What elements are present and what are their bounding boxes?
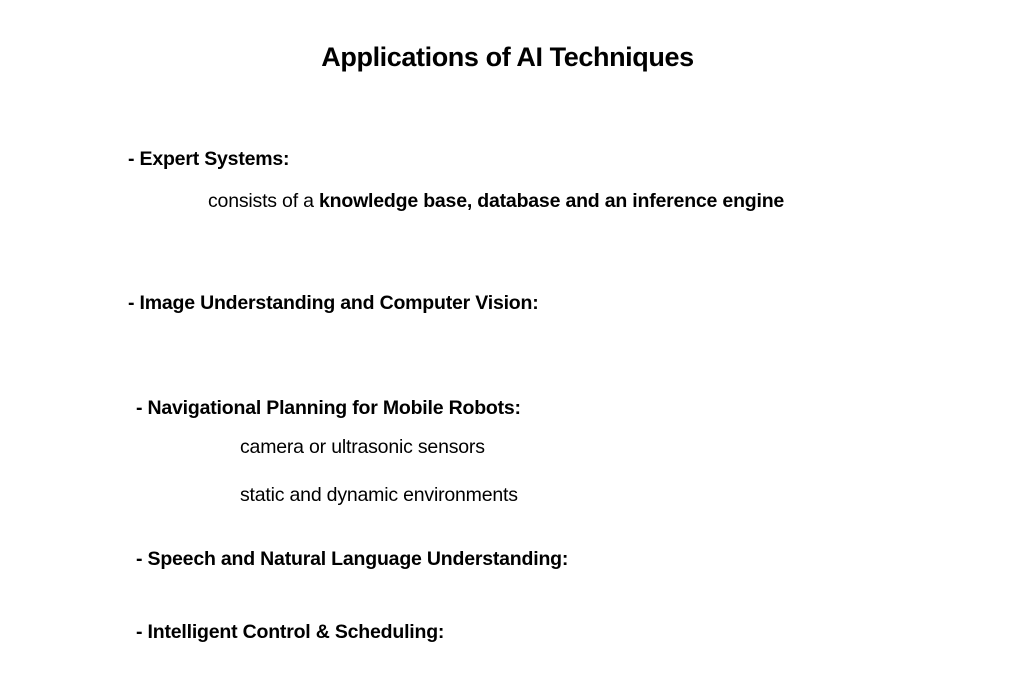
navigation-detail-sensors: camera or ultrasonic sensors (240, 436, 485, 458)
slide-title: Applications of AI Techniques (321, 42, 694, 72)
heading-navigational-planning: - Navigational Planning for Mobile Robots: (136, 397, 521, 419)
heading-speech-language: - Speech and Natural Language Understanding: (136, 548, 569, 570)
expert-systems-description (208, 187, 808, 216)
description-bold-terms: knowledge base, database and an inference engine (319, 190, 785, 212)
heading-image-understanding: - Image Understanding and Computer Vision: (128, 292, 539, 314)
navigation-detail-environments: static and dynamic environments (240, 484, 518, 506)
heading-intelligent-control: - Intelligent Control & Scheduling: (136, 621, 445, 643)
heading-expert-systems: - Expert Systems: (128, 148, 290, 170)
description-prefix: consists of a (208, 190, 320, 212)
